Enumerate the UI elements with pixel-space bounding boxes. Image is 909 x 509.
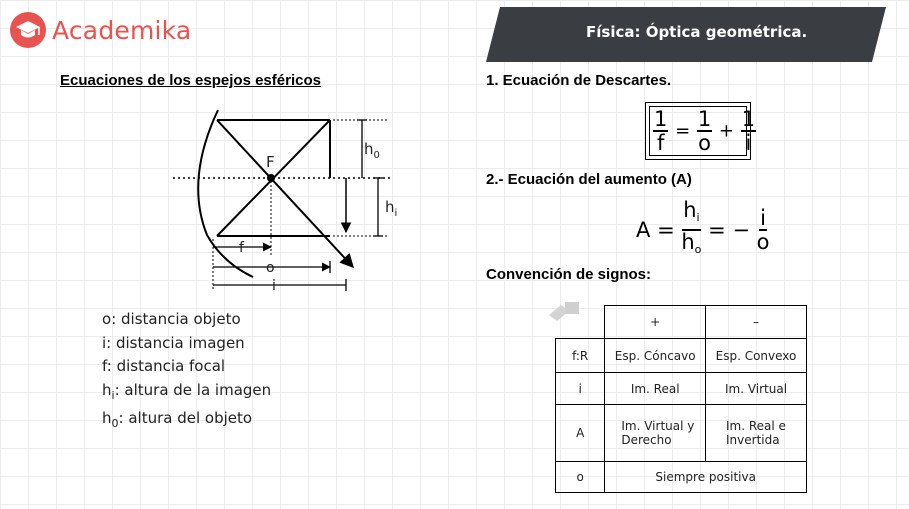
header-empty-cell xyxy=(556,306,605,339)
row-merged-value: Siempre positiva xyxy=(605,462,807,493)
section-title-espejos: Ecuaciones de los espejos esféricos xyxy=(60,72,321,89)
legend-item: $h_i$: altura de la imagen xyxy=(102,380,272,402)
legend-item: o: distancia objeto xyxy=(102,310,241,328)
table-row xyxy=(556,373,807,405)
header-plus-cell: + xyxy=(605,306,706,339)
f-label: f xyxy=(239,240,244,256)
hi-label: $h_i$ xyxy=(385,198,398,219)
header-minus-cell: – xyxy=(706,306,807,339)
aumento-formula: A = $\frac{h_i}{h_o}$ = − $\frac{i}{o}$ xyxy=(636,198,770,256)
row-minus-value: Im. Virtual xyxy=(706,373,807,405)
mirror-arc xyxy=(198,110,253,277)
table-header-row xyxy=(556,306,807,339)
legend-item: $h_0$: altura del objeto xyxy=(102,409,253,430)
banner-title: Física: Óptica geométrica. xyxy=(586,23,808,41)
mirror-diagram xyxy=(165,105,415,305)
aumento-title: 2.- Ecuación del aumento (A) xyxy=(486,171,692,188)
legend-item: f: distancia focal xyxy=(102,357,226,375)
descartes-title: 1. Ecuación de Descartes. xyxy=(486,72,672,89)
legend-item: i: distancia imagen xyxy=(102,333,245,352)
row-plus-value: Im. Real xyxy=(605,373,706,405)
variables-legend xyxy=(102,308,271,436)
signos-table xyxy=(555,305,807,493)
row-label: i xyxy=(556,373,605,405)
brand-name: Academika xyxy=(52,15,192,45)
row-label: o xyxy=(556,462,605,493)
signos-title: Convención de signos: xyxy=(486,266,652,283)
table-row xyxy=(556,405,807,462)
focus-label: F xyxy=(266,153,275,171)
row-label: A xyxy=(556,405,605,462)
row-minus-value: Esp. Convexo xyxy=(706,339,807,373)
h0-label: $h_0$ xyxy=(364,140,380,161)
row-label: f:R xyxy=(556,339,605,373)
table-row xyxy=(556,339,807,373)
descartes-formula-box xyxy=(645,102,756,160)
row-minus-value: Im. Real e Invertida xyxy=(706,405,807,462)
table-row xyxy=(556,462,807,493)
graduation-cap-icon xyxy=(10,12,46,48)
academika-logo[interactable] xyxy=(10,12,191,48)
i-label: i xyxy=(272,278,276,294)
descartes-formula: $\frac{1}{f}$ = $\frac{1}{o}$ + $\frac{1}{i}$ xyxy=(654,107,756,155)
header-banner xyxy=(486,7,886,62)
row-plus-value: Im. Virtual y Derecho xyxy=(605,405,706,462)
o-label: o xyxy=(266,260,275,276)
focus-point xyxy=(267,174,275,182)
row-plus-value: Esp. Cóncavo xyxy=(605,339,706,373)
